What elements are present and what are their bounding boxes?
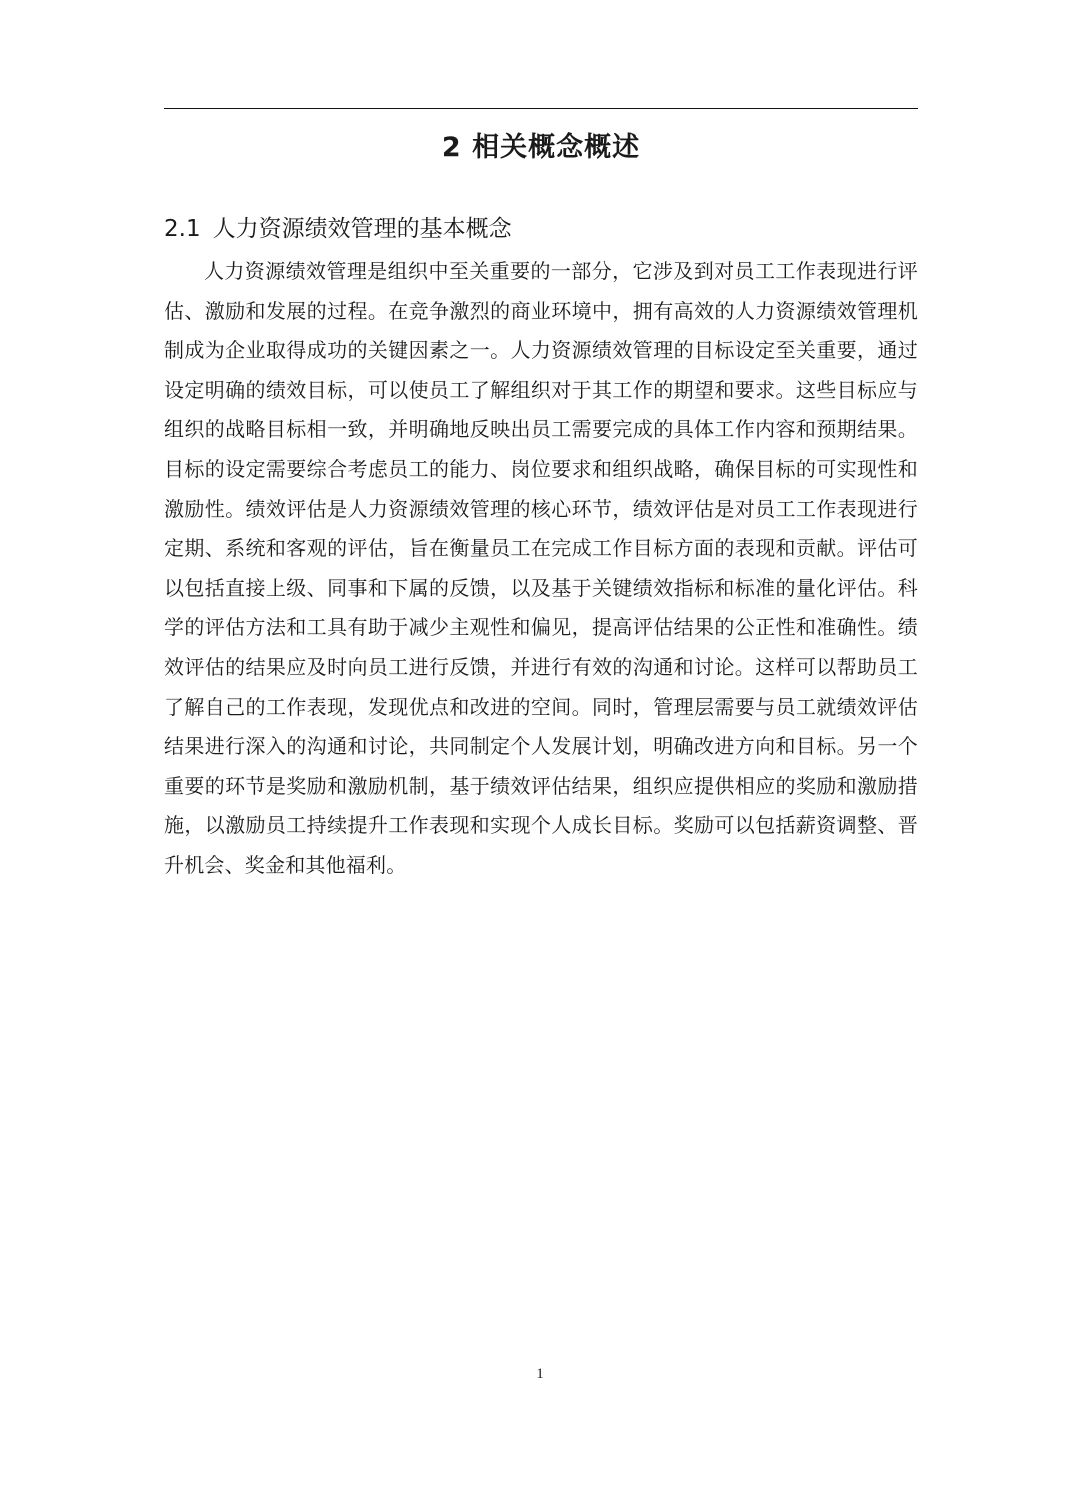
section-heading — [164, 211, 918, 247]
section-title: 人力资源绩效管理的基本概念 — [212, 216, 512, 242]
body-paragraph: 人力资源绩效管理是组织中至关重要的一部分，它涉及到对员工工作表现进行评估、激励和发展的过程。在竞争激烈的商业环境中，拥有高效的人力资源绩效管理机制成为企业取得成功的关键因素之一。人力资源绩效管理的目标设定至关重要，通过设定明确的绩效目标，可以使员工了解组织对于其工作的期望和要求。这些目标应与组织的战略目标相一致，并明确地反映出员工需要完成的具体工作内容和预期结果。目标的设定需要综合考虑员工的能力、岗位要求和组织战略，确保目标的可实现性和激励性。绩效评估是人力资源绩效管理的核心环节，绩效评估是对员工工作表现进行定期、系统和客观的评估，旨在衡量员工在完成工作目标方面的表现和贡献。评估可以包括直接上级、同事和下属的反馈，以及基于关键绩效指标和标准的量化评估。科学的评估方法和工具有助于减少主观性和偏见，提高评估结果的公正性和准确性。绩效评估的结果应及时向员工进行反馈，并进行有效的沟通和讨论。这样可以帮助员工了解自己的工作表现，发现优点和改进的空间。同时，管理层需要与员工就绩效评估结果进行深入的沟通和讨论，共同制定个人发展计划，明确改进方向和目标。另一个重要的环节是奖励和激励机制，基于绩效评估结果，组织应提供相应的奖励和激励措施，以激励员工持续提升工作表现和实现个人成长目标。奖励可以包括薪资调整、晋升机会、奖金和其他福利。 — [164, 259, 918, 877]
chapter-title: 2 相关概念概述 — [441, 132, 641, 163]
page-number: 1 — [536, 1366, 544, 1382]
header-rule — [164, 108, 918, 109]
section-number: 2.1 — [164, 216, 201, 242]
